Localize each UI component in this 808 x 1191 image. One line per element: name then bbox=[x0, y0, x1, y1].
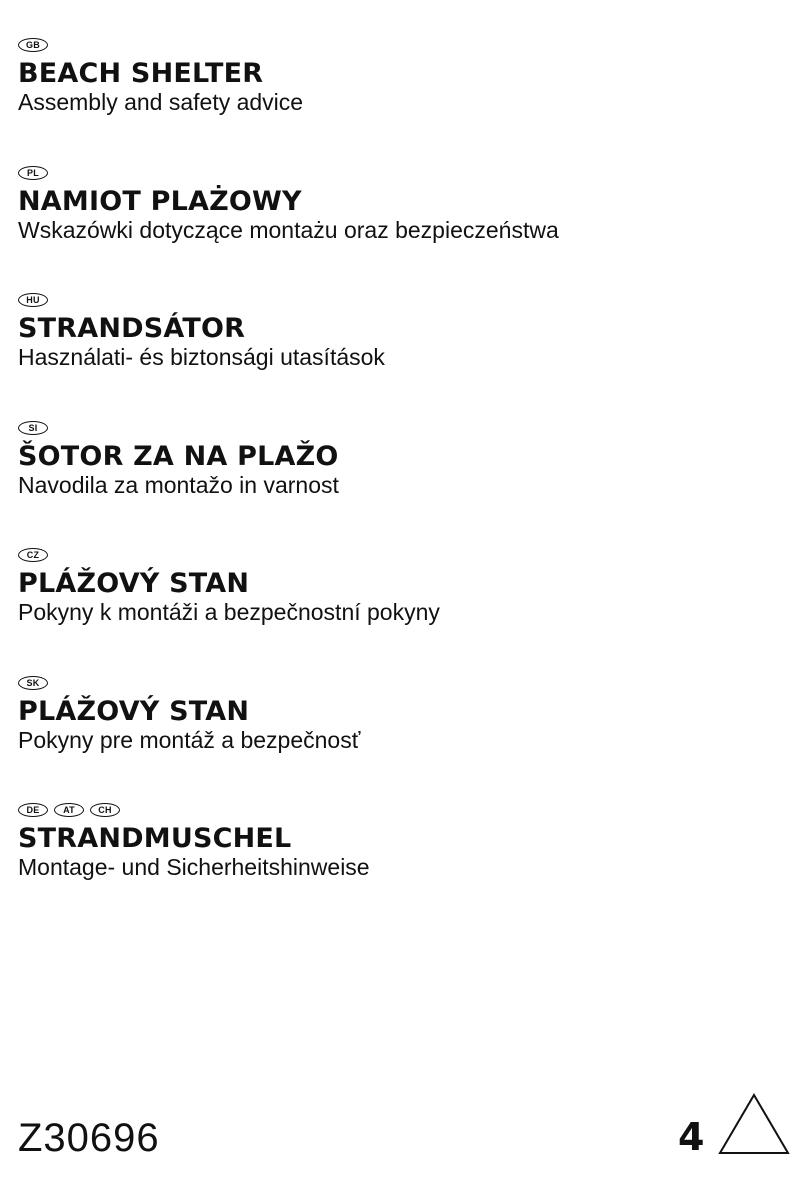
country-badges bbox=[18, 290, 788, 310]
country-badge: GB bbox=[18, 38, 48, 52]
section-subtitle: Wskazówki dotyczące montażu oraz bezpieczeństwa bbox=[18, 217, 559, 243]
section-title: NAMIOT PLAŻOWY bbox=[18, 186, 302, 217]
country-badge: SK bbox=[18, 676, 48, 690]
section-subtitle: Montage- und Sicherheitshinweise bbox=[18, 854, 370, 880]
page-mark bbox=[678, 1093, 790, 1159]
page-number: 4 bbox=[678, 1115, 705, 1159]
country-badge: SI bbox=[18, 421, 48, 435]
section-title: STRANDSÁTOR bbox=[18, 313, 246, 344]
country-badges bbox=[18, 418, 788, 438]
country-badges bbox=[18, 673, 788, 693]
section-title: STRANDMUSCHEL bbox=[18, 823, 292, 854]
country-badge: CZ bbox=[18, 548, 48, 562]
section-title: ŠOTOR ZA NA PLAŽO bbox=[18, 441, 339, 472]
language-section-sk bbox=[18, 673, 788, 753]
language-section-si bbox=[18, 418, 788, 498]
section-title: PLÁŽOVÝ STAN bbox=[18, 568, 250, 599]
country-badge: PL bbox=[18, 166, 48, 180]
triangle-outline-icon bbox=[718, 1093, 790, 1155]
country-badge: CH bbox=[90, 803, 120, 817]
section-subtitle: Navodila za montažo in varnost bbox=[18, 472, 339, 498]
country-badge: HU bbox=[18, 293, 48, 307]
language-section-pl bbox=[18, 163, 788, 243]
country-badges bbox=[18, 163, 788, 183]
section-title: BEACH SHELTER bbox=[18, 58, 264, 89]
section-subtitle: Pokyny pre montáž a bezpečnosť bbox=[18, 727, 361, 753]
section-title: PLÁŽOVÝ STAN bbox=[18, 696, 250, 727]
section-subtitle: Pokyny k montáži a bezpečnostní pokyny bbox=[18, 599, 440, 625]
language-section-cz bbox=[18, 545, 788, 625]
country-badge: DE bbox=[18, 803, 48, 817]
language-section-de-at-ch bbox=[18, 800, 788, 880]
country-badges bbox=[18, 35, 788, 55]
language-section-gb bbox=[18, 35, 788, 115]
language-section-hu bbox=[18, 290, 788, 370]
section-subtitle: Assembly and safety advice bbox=[18, 89, 304, 115]
country-badges bbox=[18, 800, 788, 820]
product-code: Z30696 bbox=[18, 1116, 160, 1160]
country-badge: AT bbox=[54, 803, 84, 817]
section-subtitle: Használati- és biztonsági utasítások bbox=[18, 344, 385, 370]
country-badges bbox=[18, 545, 788, 565]
